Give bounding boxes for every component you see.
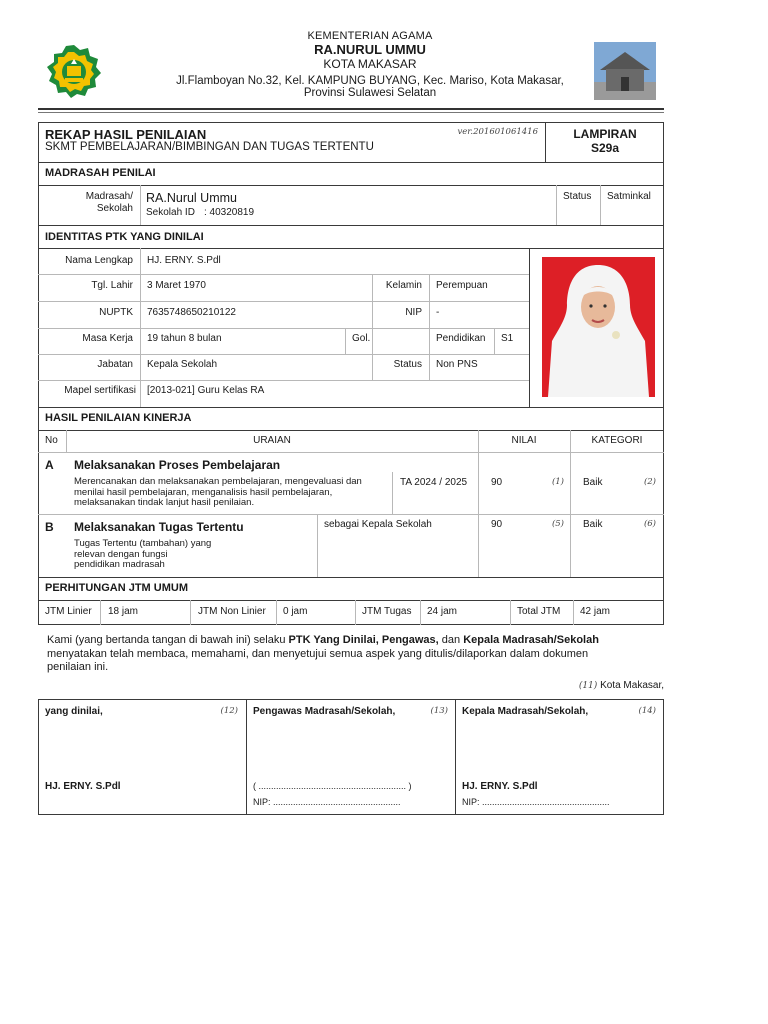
sign-kepala-nip: NIP: ................................................... [462,797,610,807]
tgl-lahir-value: 3 Maret 1970 [147,280,206,291]
col-uraian: URAIAN [253,435,291,446]
row-a-kategori: Baik [583,477,603,488]
header-rule-thin [38,112,664,113]
pendidikan-value: S1 [501,333,514,344]
sign-kepala-ref: (14) [638,706,656,716]
sign-pengawas-nip: NIP: ................................................... [253,797,401,807]
tgl-lahir-label: Tgl. Lahir [91,280,133,291]
nip-value: - [436,307,440,318]
jtm-total-label: Total JTM [517,606,561,617]
report-subtitle: SKMT PEMBELAJARAN/BIMBINGAN DAN TUGAS TERTENTU [45,141,374,153]
section-jtm: PERHITUNGAN JTM UMUM [45,582,188,594]
sign-pengawas-ref: (13) [430,706,448,716]
sign-pengawas-title: Pengawas Madrasah/Sekolah, [253,706,396,717]
row-b-no: B [45,520,54,534]
jtm-nonlinier-label: JTM Non Linier [198,606,266,617]
header-rule [38,108,664,110]
row-a-title: Melaksanakan Proses Pembelajaran [74,458,281,472]
row-a-kategori-ref: (2) [643,477,656,487]
section-madrasah-penilai: MADRASAH PENILAI [45,167,156,179]
lampiran-code: S29a [590,141,620,155]
nama-value: HJ. ERNY. S.Pdl [147,255,221,266]
row-b-title: Melaksanakan Tugas Tertentu [74,520,244,534]
sign-kepala-title: Kepala Madrasah/Sekolah, [462,706,589,717]
jtm-linier-label: JTM Linier [45,606,92,617]
jtm-tugas-value: 24 jam [427,606,458,617]
school-name: RA.NURUL UMMU [314,42,426,57]
row-b-nilai-ref: (5) [551,519,564,529]
sign-kepala-name: HJ. ERNY. S.Pdl [462,781,538,792]
col-nilai: NILAI [511,435,537,446]
row-b-desc: Tugas Tertentu (tambahan) yang relevan dengan fungsi pendidikan madrasah [74,538,212,570]
madrasah-name: RA.Nurul Ummu [146,191,237,205]
ptk-photo [542,257,655,397]
section-identitas-ptk: IDENTITAS PTK YANG DINILAI [45,231,204,243]
jabatan-label: Jabatan [97,359,133,370]
nip-label: NIP [405,307,422,318]
version-label: ver.201601061416 [457,127,538,137]
masa-kerja-value: 19 tahun 8 bulan [147,333,222,344]
gol-label: Gol. [352,333,371,344]
jtm-nonlinier-value: 0 jam [283,606,308,617]
city-name: KOTA MAKASAR [323,57,417,71]
row-b-extra: sebagai Kepala Sekolah [324,519,432,530]
sekolah-id-label: Sekolah ID [146,207,195,218]
sekolah-id-value: : 40320819 [204,207,255,218]
row-b-kategori: Baik [583,519,603,530]
col-no: No [45,435,58,446]
madrasah-status-label: Status [563,191,592,202]
row-a-nilai-ref: (1) [551,477,564,487]
ministry-name: KEMENTERIAN AGAMA [307,30,433,42]
madrasah-status-value: Satminkal [607,191,651,202]
jtm-tugas-label: JTM Tugas [362,606,412,617]
madrasah-label: Madrasah/ Sekolah [85,191,133,214]
lampiran-label: LAMPIRAN [573,127,637,141]
mapel-value: [2013-021] Guru Kelas RA [147,385,265,396]
ptk-status-label: Status [393,359,422,370]
nuptk-value: 7635748650210122 [147,307,236,318]
row-a-nilai: 90 [491,477,503,488]
section-hasil-kinerja: HASIL PENILAIAN KINERJA [45,412,192,424]
masa-kerja-label: Masa Kerja [82,333,133,344]
sign-ptk-title: yang dinilai, [45,706,103,717]
kelamin-label: Kelamin [385,280,422,291]
col-kategori: KATEGORI [591,435,643,446]
nuptk-label: NUPTK [99,307,133,318]
statement-text: Kami (yang bertanda tangan di bawah ini) selaku PTK Yang Dinilai, Pengawas, dan Kepala Madrasah/Sekolah menyatakan telah membaca, memahami, dan menyetujui semua aspek yang ditulis/dilaporkan dalam dokumen penilaian ini. [47,634,599,673]
kelamin-value: Perempuan [436,280,488,291]
row-a-desc: Merencanakan dan melaksanakan pembelajaran, mengevaluasi dan menilai hasil pembelajaran, menganalisis hasil pembelajaran, melaksanakan tindak lanjut hasil penilaian. [74,476,362,508]
sign-ptk-name: HJ. ERNY. S.Pdl [45,781,121,792]
row-a-no: A [45,458,54,472]
school-building-icon [594,42,656,100]
jtm-total-value: 42 jam [580,606,611,617]
row-b-kategori-ref: (6) [643,519,656,529]
address-line-2: Provinsi Sulawesi Selatan [303,87,437,99]
address-line-1: Jl.Flamboyan No.32, Kel. KAMPUNG BUYANG, Kec. Mariso, Kota Makasar, [176,75,564,87]
mapel-label: Mapel sertifikasi [64,385,136,396]
nama-label: Nama Lengkap [65,255,133,266]
report-title: REKAP HASIL PENILAIAN [45,127,207,142]
row-a-period: TA 2024 / 2025 [400,477,468,488]
row-b-nilai: 90 [491,519,503,530]
sign-ptk-ref: (12) [220,706,238,716]
jtm-linier-value: 18 jam [108,606,139,617]
kemenag-logo-icon [46,44,102,98]
pendidikan-label: Pendidikan [436,333,486,344]
sign-pengawas-name: ( ........................................................... ) [253,781,412,791]
ptk-status-value: Non PNS [436,359,478,370]
jabatan-value: Kepala Sekolah [147,359,218,370]
place-date: (11) Kota Makasar, [578,680,664,691]
